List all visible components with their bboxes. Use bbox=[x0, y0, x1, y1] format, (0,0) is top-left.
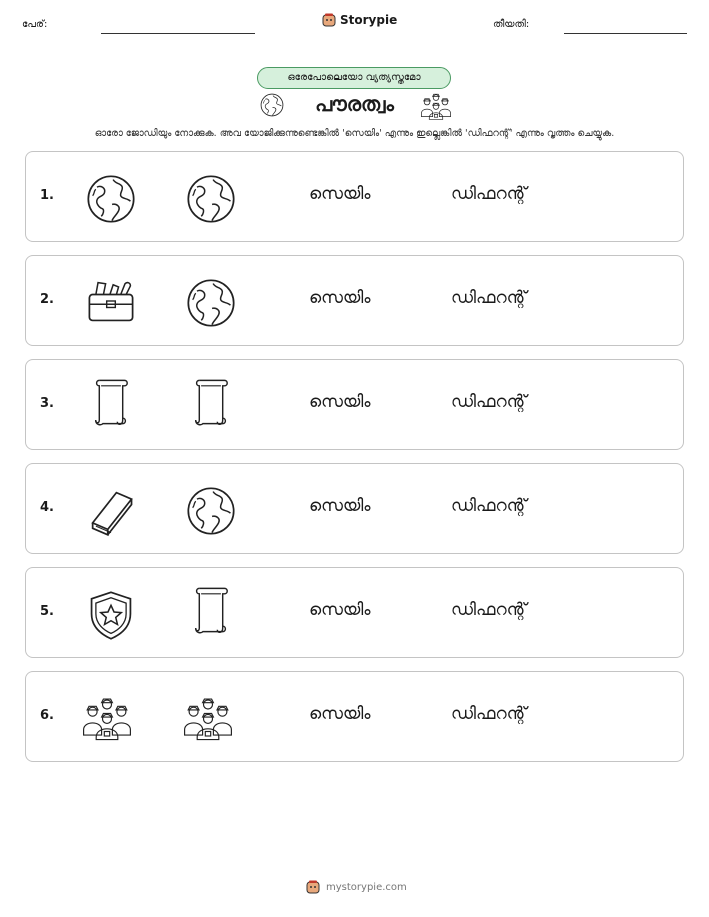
people-group-icon bbox=[80, 691, 134, 745]
name-line[interactable] bbox=[101, 33, 255, 34]
question-card bbox=[25, 463, 684, 554]
globe-icon bbox=[184, 276, 238, 330]
toolbox-icon bbox=[84, 274, 138, 328]
same-option[interactable]: സെയിം bbox=[309, 704, 371, 724]
question-number: 5. bbox=[40, 604, 54, 619]
different-option[interactable]: ഡിഫറന്റ് bbox=[451, 288, 527, 308]
question-card bbox=[25, 255, 684, 346]
different-option[interactable]: ഡിഫറന്റ് bbox=[451, 600, 527, 620]
different-option[interactable]: ഡിഫറന്റ് bbox=[451, 392, 527, 412]
question-card bbox=[25, 567, 684, 658]
same-option[interactable]: സെയിം bbox=[309, 184, 371, 204]
people-group-icon bbox=[181, 691, 235, 745]
instructions: ഓരോ ജോഡിയും നോക്കുക. അവ യോജിക്കുന്നുണ്ടെങ്കിൽ 'സെയിം' എന്നും ഇല്ലെങ്കിൽ 'ഡിഫറന്റ്' എന്നും വൃത്തം ചെയ്യുക. bbox=[94, 128, 615, 139]
book-icon bbox=[84, 484, 138, 538]
same-option[interactable]: സെയിം bbox=[309, 392, 371, 412]
question-number: 2. bbox=[40, 292, 54, 307]
title-row bbox=[0, 92, 709, 122]
question-card bbox=[25, 671, 684, 762]
storypie-logo bbox=[322, 13, 397, 27]
storypie-mascot-icon bbox=[322, 13, 336, 27]
scroll-icon bbox=[184, 583, 238, 637]
globe-icon bbox=[84, 172, 138, 226]
footer bbox=[306, 880, 407, 894]
question-card bbox=[25, 359, 684, 450]
storypie-mascot-icon bbox=[306, 880, 320, 894]
scroll-icon bbox=[84, 375, 138, 429]
footer-url[interactable]: mystorypie.com bbox=[326, 881, 407, 893]
scroll-icon bbox=[184, 375, 238, 429]
same-option[interactable]: സെയിം bbox=[309, 288, 371, 308]
question-number: 3. bbox=[40, 396, 54, 411]
shield-icon bbox=[84, 588, 138, 642]
same-option[interactable]: സെയിം bbox=[309, 600, 371, 620]
different-option[interactable]: ഡിഫറന്റ് bbox=[451, 496, 527, 516]
same-option[interactable]: സെയിം bbox=[309, 496, 371, 516]
date-line[interactable] bbox=[564, 33, 687, 34]
page-title: പൗരത്വം bbox=[315, 92, 394, 116]
question-number: 6. bbox=[40, 708, 54, 723]
name-label: പേര്: bbox=[22, 19, 48, 30]
brand-name: Storypie bbox=[340, 13, 398, 27]
different-option[interactable]: ഡിഫറന്റ് bbox=[451, 704, 527, 724]
globe-icon bbox=[184, 172, 238, 226]
worksheet-type-tag: ഒരേപോലെയോ വ്യത്യസ്തമോ bbox=[257, 67, 451, 89]
different-option[interactable]: ഡിഫറന്റ് bbox=[451, 184, 527, 204]
question-number: 1. bbox=[40, 188, 54, 203]
people-group-icon bbox=[419, 92, 453, 120]
question-card bbox=[25, 151, 684, 242]
date-label: തീയതി: bbox=[493, 19, 530, 30]
question-number: 4. bbox=[40, 500, 54, 515]
globe-icon bbox=[184, 484, 238, 538]
